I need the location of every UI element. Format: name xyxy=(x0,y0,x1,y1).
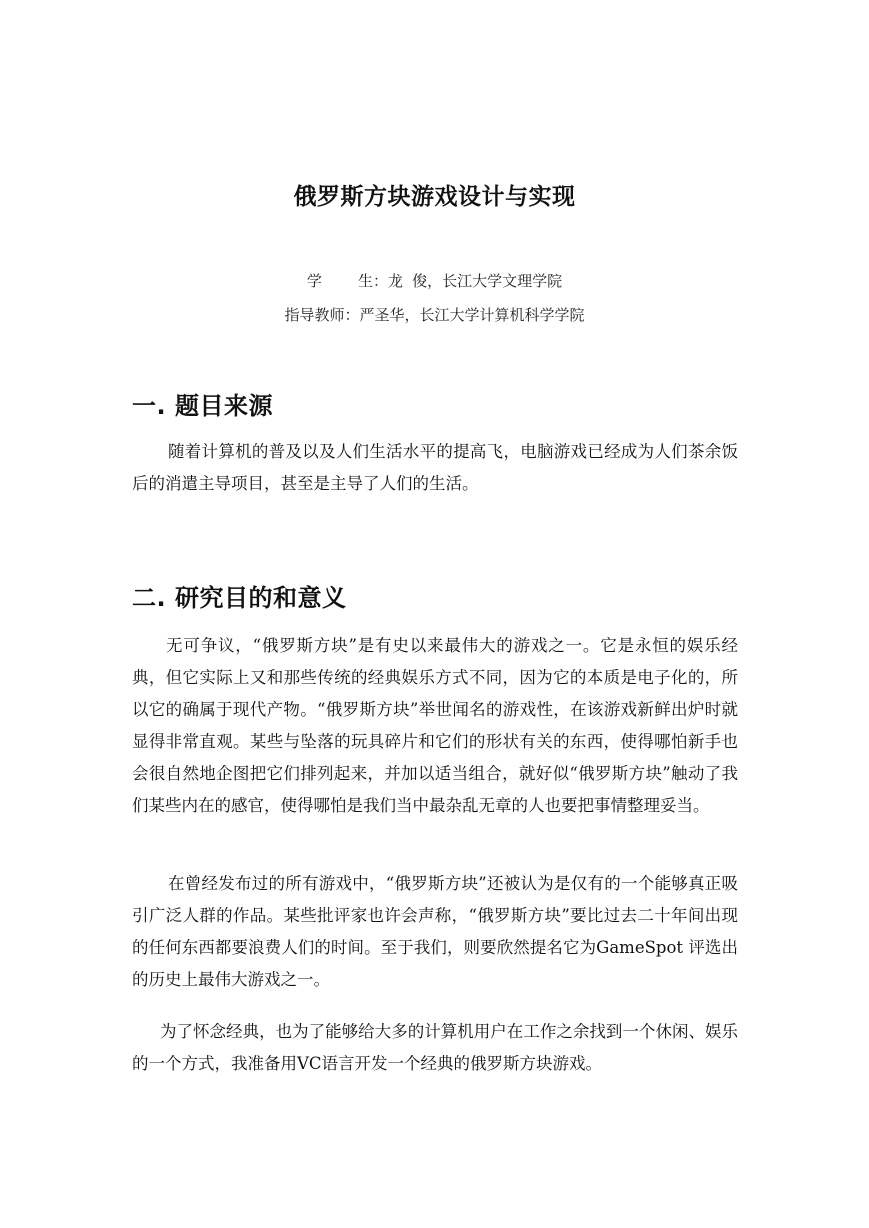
student-line: 学 生：龙 俊，长江大学文理学院 xyxy=(306,272,563,290)
advisor-line: 指导教师：严圣华，长江大学计算机科学学院 xyxy=(284,306,585,324)
paragraph-purpose-2: 在曾经发布过的所有游戏中，“俄罗斯方块”还被认为是仅有的一个能够真正吸引广泛人群的作品。某些批评家也许会声称，“俄罗斯方块”要比过去二十年间出现的任何东西都要浪费人们的时间。至于我们，则要欣然提名它为GameSpot 评选出的历史上最伟大游戏之一。 xyxy=(132,874,738,989)
section-heading-purpose: 二. 研究目的和意义 xyxy=(132,584,347,612)
paragraph-topic-source: 随着计算机的普及以及人们生活水平的提高飞，电脑游戏已经成为人们茶余饭后的消遣主导项目，甚至是主导了人们的生活。 xyxy=(132,442,738,493)
paragraph-purpose-3: 为了怀念经典，也为了能够给大多的计算机用户在工作之余找到一个休闲、娱乐的一个方式，我准备用VC语言开发一个经典的俄罗斯方块游戏。 xyxy=(132,1022,738,1073)
document-title: 俄罗斯方块游戏设计与实现 xyxy=(293,184,576,210)
section-heading-topic-source: 一. 题目来源 xyxy=(132,392,273,420)
paragraph-purpose-1: 无可争议，“俄罗斯方块”是有史以来最伟大的游戏之一。它是永恒的娱乐经典，但它实际上又和那些传统的经典娱乐方式不同，因为它的本质是电子化的，所以它的确属于现代产物。“俄罗斯方块”举世闻名的游戏性，在该游戏新鲜出炉时就显得非常直观。某些与坠落的玩具碎片和它们的形状有关的东西，使得哪怕新手也会很自然地企图把它们排列起来，并加以适当组合，就好似“俄罗斯方块”触动了我们某些内在的感官，使得哪怕是我们当中最杂乱无章的人也要把事情整理妥当。 xyxy=(132,636,738,815)
